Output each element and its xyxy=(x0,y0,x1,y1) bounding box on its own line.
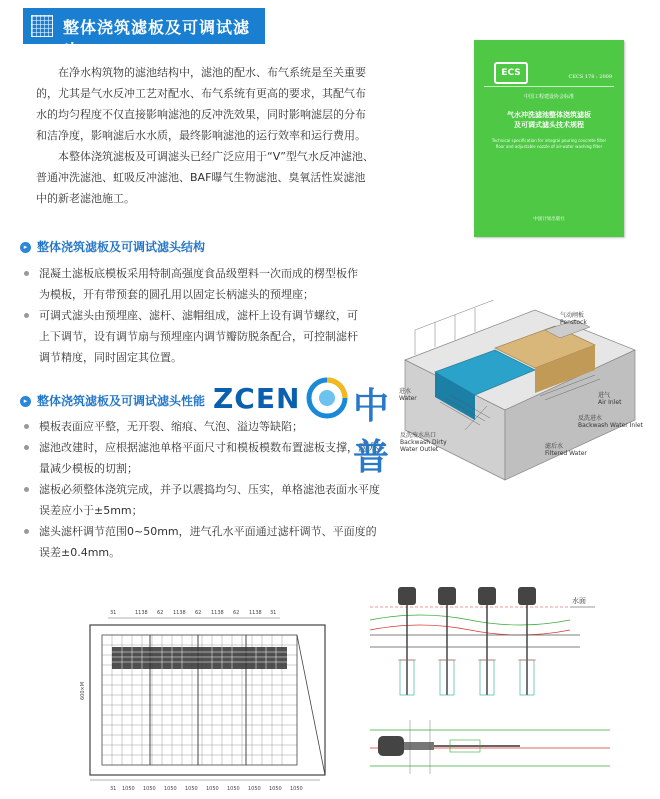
dim-bottom-9: 1050 xyxy=(290,786,303,792)
bullet-dot-icon xyxy=(24,487,29,492)
nozzle-section-drawing xyxy=(360,575,600,715)
air-inlet-label xyxy=(598,392,621,406)
dim-top-2: 62 xyxy=(157,610,164,616)
bullet-dot-icon xyxy=(24,445,29,450)
section-title: 整体浇筑滤板及可调试滤头结构 xyxy=(37,240,206,254)
brand-latin: ZCEN xyxy=(213,382,301,415)
list-item-text: 滤板必须整体浇筑完成，并予以震捣均匀、压实，单格滤池表面水平度误差应小于±5mm； xyxy=(39,483,380,517)
list-item-text: 可调式滤头由预埋座、滤杆、滤帽组成，滤杆上设有调节螺纹，可上下调节，设有调节扇与预埋座内调节瓣防脱条配合，可控制滤杆调节精度，同时固定其位置。 xyxy=(39,309,358,364)
book-publisher: 中国计划出版社 xyxy=(533,217,565,222)
list-item xyxy=(24,263,364,305)
label-cn: 气动闸板 xyxy=(560,312,585,319)
dim-bottom-8: 1050 xyxy=(269,786,282,792)
bullet-dot-icon xyxy=(24,271,29,276)
dim-top-0: 31 xyxy=(110,610,117,616)
intro-paragraph-1: 在净水构筑物的滤池结构中，滤池的配水、布气系统是至关重要的，尤其是气水反冲工艺对配水、布气系统有更高的要求，其配气布水的均匀程度不仅直接影响滤池的反冲洗效果，同时影响滤层的分布和洁净度，影响滤后水水质，最终影响滤池的运行效率和运行费用。 xyxy=(36,66,366,142)
label-en: Air Inlet xyxy=(598,399,622,406)
dim-top-3: 1138 xyxy=(173,610,186,616)
list-item-text: 模板表面应平整，无开裂、缩痕、气泡、溢边等缺陷； xyxy=(39,420,303,433)
list-item xyxy=(24,479,384,521)
dim-bottom-1: 1050 xyxy=(122,786,135,792)
dim-bottom-7: 1050 xyxy=(248,786,261,792)
bullet-dot-icon xyxy=(24,529,29,534)
label-cn: 滤后水 xyxy=(545,443,564,450)
dim-bottom-6: 1050 xyxy=(227,786,240,792)
label-en: Filtered Water xyxy=(545,450,587,457)
dim-bottom-0: 31 xyxy=(110,786,117,792)
label-cn: 反洗进水 xyxy=(578,415,603,422)
arrow-bullet-icon: ▸ xyxy=(20,242,31,253)
list-item xyxy=(24,437,384,479)
dim-top-5: 1138 xyxy=(211,610,224,616)
book-title-line-2: 及可调式滤头技术规程 xyxy=(514,121,584,129)
dim-top-7: 1138 xyxy=(249,610,262,616)
label-en: Water Outlet xyxy=(400,446,439,453)
filter-plate-plan-drawing xyxy=(80,600,350,795)
backwash-inlet-label xyxy=(578,415,643,429)
book-series: 中国工程建设协会标准 xyxy=(523,94,574,100)
dim-bottom-2: 1050 xyxy=(143,786,156,792)
label-cn: 反洗废水出口 xyxy=(400,432,437,439)
arrow-bullet-icon: ▸ xyxy=(20,396,31,407)
intro-paragraph-2: 本整体浇筑滤板及可调滤头已经广泛应用于“V”型气水反冲滤池、普通冲洗滤池、虹吸反冲滤池、BAF曝气生物滤池、臭氧活性炭滤池中的新老滤池施工。 xyxy=(36,150,374,205)
dim-top-6: 62 xyxy=(233,610,240,616)
standard-book-cover xyxy=(474,40,624,237)
section-heading-performance xyxy=(20,392,205,409)
label-cn: 进气 xyxy=(598,392,611,399)
filtered-water-label xyxy=(545,443,587,457)
dim-bottom-3: 1050 xyxy=(164,786,177,792)
book-divider xyxy=(484,86,614,87)
dim-bottom-5: 1050 xyxy=(206,786,219,792)
bullet-dot-icon xyxy=(24,424,29,429)
section-title: 整体浇筑滤板及可调试滤头性能 xyxy=(37,394,206,408)
book-title xyxy=(474,110,624,130)
book-english-title: Technical specification for integral pouring concrete filter floor and adjustable nozzle of air-water washing filter xyxy=(491,138,607,149)
section-heading-structure xyxy=(20,238,205,255)
list-item xyxy=(24,521,384,563)
dim-side: 600×M xyxy=(80,681,86,700)
list-item-text: 滤头滤杆调节范围0~50mm，进气孔水平面通过滤杆调节、平面度的误差±0.4mm。 xyxy=(39,525,377,559)
label-en: Backwash Water Inlet xyxy=(578,422,643,429)
list-item-text: 滤池改建时，应根据滤池单格平面尺寸和模板模数布置滤板支撑，应尽量减少模板的切割； xyxy=(39,441,380,475)
brand-chinese: 中普 xyxy=(353,386,392,478)
nozzle-detail-drawing xyxy=(370,712,620,782)
book-title-line-1: 气水冲洗滤池整体浇筑滤板 xyxy=(507,111,591,119)
book-code: CECS 178 : 2009 xyxy=(568,74,612,80)
dim-top-4: 62 xyxy=(195,610,202,616)
label-en: Backwash Dirty xyxy=(400,439,447,446)
label-cn: 进水 xyxy=(399,388,412,395)
page-title: 整体浇筑滤板及可调试滤头 xyxy=(63,18,251,60)
label-en: Penstock xyxy=(560,319,587,326)
grid-icon xyxy=(31,15,53,37)
performance-list xyxy=(24,416,384,563)
list-item xyxy=(24,305,364,368)
ecs-logo: ECS xyxy=(494,62,528,84)
water-inlet-label xyxy=(399,388,417,402)
brand-swirl-icon xyxy=(305,376,349,420)
dim-top-1: 1138 xyxy=(135,610,148,616)
page-header xyxy=(23,8,265,60)
structure-list xyxy=(24,263,364,368)
bullet-dot-icon xyxy=(24,313,29,318)
water-surface-label: 水面 xyxy=(572,597,586,605)
label-en: Water xyxy=(399,395,417,402)
list-item-text: 混凝土滤板底模板采用特制高强度食品级塑料一次而成的楞型板作为模板，开有带预套的圆孔用以固定长柄滤头的预埋座； xyxy=(39,267,358,301)
dirty-outlet-label xyxy=(400,432,447,453)
dim-bottom-4: 1050 xyxy=(185,786,198,792)
dim-top-8: 31 xyxy=(270,610,277,616)
penstock-label xyxy=(560,312,587,326)
